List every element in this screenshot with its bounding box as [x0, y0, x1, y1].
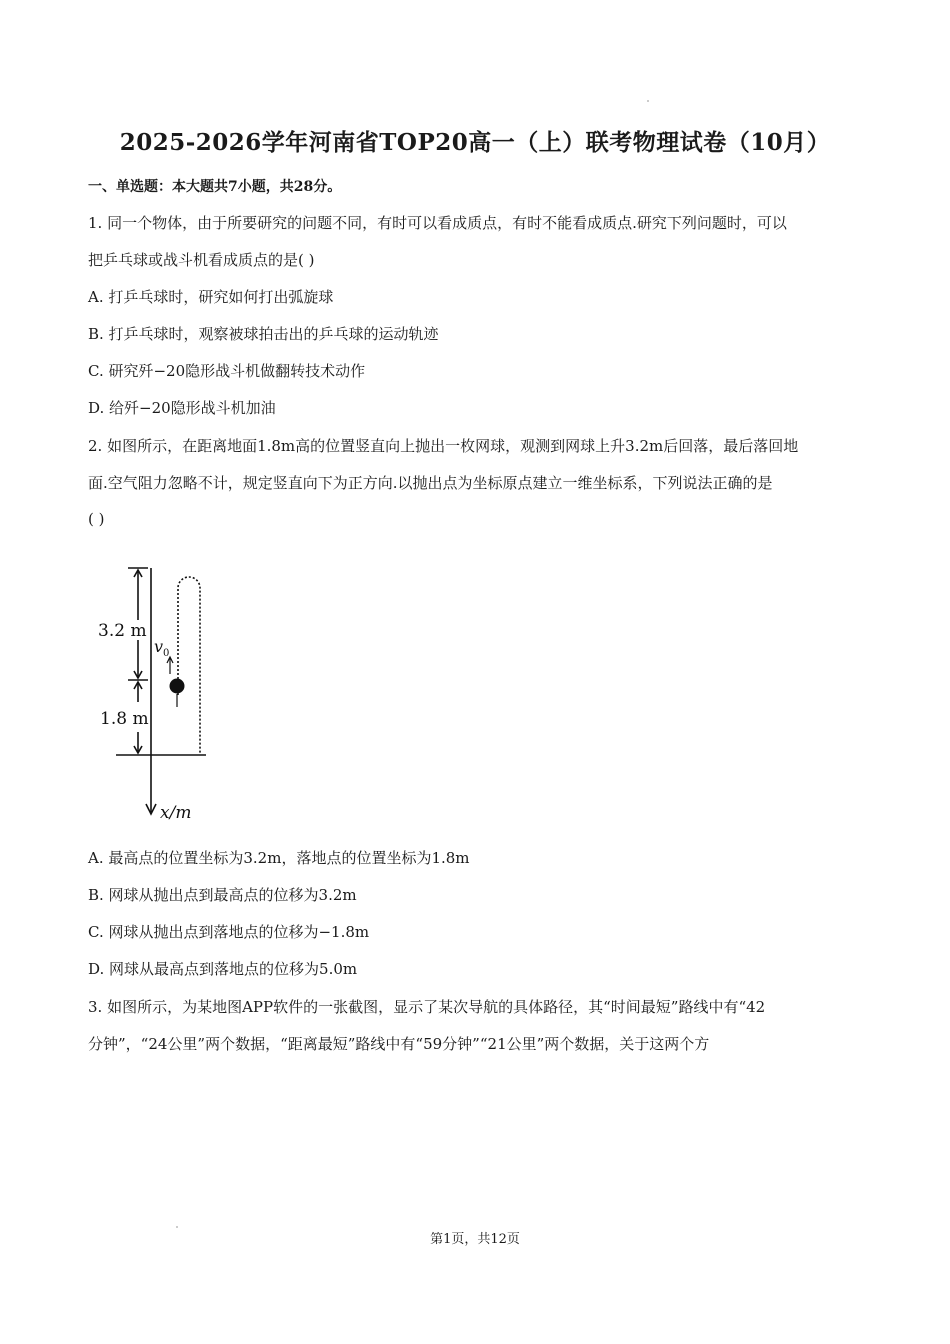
- q1-option-c: C. 研究歼−20隐形战斗机做翻转技术动作: [88, 362, 366, 380]
- q2-stem-line2: 面.空气阻力忽略不计，规定竖直向下为正方向.以抛出点为坐标原点建立一维坐标系，下列说法正确的是: [88, 474, 773, 492]
- tennis-ball-trajectory-figure: [88, 560, 228, 834]
- page-footer: 第1页，共12页: [430, 1232, 520, 1247]
- label-1-8m: 1.8 m: [100, 709, 149, 729]
- q2-stem-line1: 2. 如图所示，在距离地面1.8m高的位置竖直向上抛出一枚网球，观测到网球上升3.2m后回落，最后落回地: [88, 437, 799, 455]
- label-v0-subscript: 0: [163, 648, 170, 659]
- q2-option-a: A. 最高点的位置坐标为3.2m，落地点的位置坐标为1.8m: [88, 849, 470, 867]
- label-axis-x-m: x/m: [160, 803, 192, 823]
- q2-option-c: C. 网球从抛出点到落地点的位移为−1.8m: [88, 923, 370, 941]
- q1-option-b: B. 打乒乓球时，观察被球拍击出的乒乓球的运动轨迹: [88, 325, 439, 343]
- q1-stem-line1: 1. 同一个物体，由于所要研究的问题不同，有时可以看成质点，有时不能看成质点.研究下列问题时，可以: [88, 214, 787, 232]
- q3-stem-line2: 分钟”，“24公里”两个数据，“距离最短”路线中有“59分钟”“21公里”两个数据，关于这两个方: [88, 1035, 710, 1053]
- q1-option-a: A. 打乒乓球时，研究如何打出弧旋球: [88, 288, 334, 306]
- scan-speck: [647, 100, 649, 102]
- q3-stem-line1: 3. 如图所示，为某地图APP软件的一张截图，显示了某次导航的具体路径，其“时间最短”路线中有“42: [88, 998, 766, 1016]
- q2-stem-line3: ( ): [88, 510, 105, 528]
- label-v0: v: [154, 637, 164, 656]
- q1-stem-line2: 把乒乓球或战斗机看成质点的是( ): [88, 251, 315, 269]
- page-title: 2025-2026学年河南省TOP20高一（上）联考物理试卷（10月）: [119, 129, 831, 156]
- trajectory-path: [178, 577, 200, 755]
- tennis-ball: [170, 679, 185, 694]
- q2-option-b: B. 网球从抛出点到最高点的位移为3.2m: [88, 886, 357, 904]
- q2-option-d: D. 网球从最高点到落地点的位移为5.0m: [88, 960, 358, 978]
- q1-option-d: D. 给歼−20隐形战斗机加油: [88, 399, 276, 417]
- section-heading: 一、单选题：本大题共7小题，共28分。: [88, 179, 342, 195]
- label-3-2m: 3.2 m: [98, 621, 147, 641]
